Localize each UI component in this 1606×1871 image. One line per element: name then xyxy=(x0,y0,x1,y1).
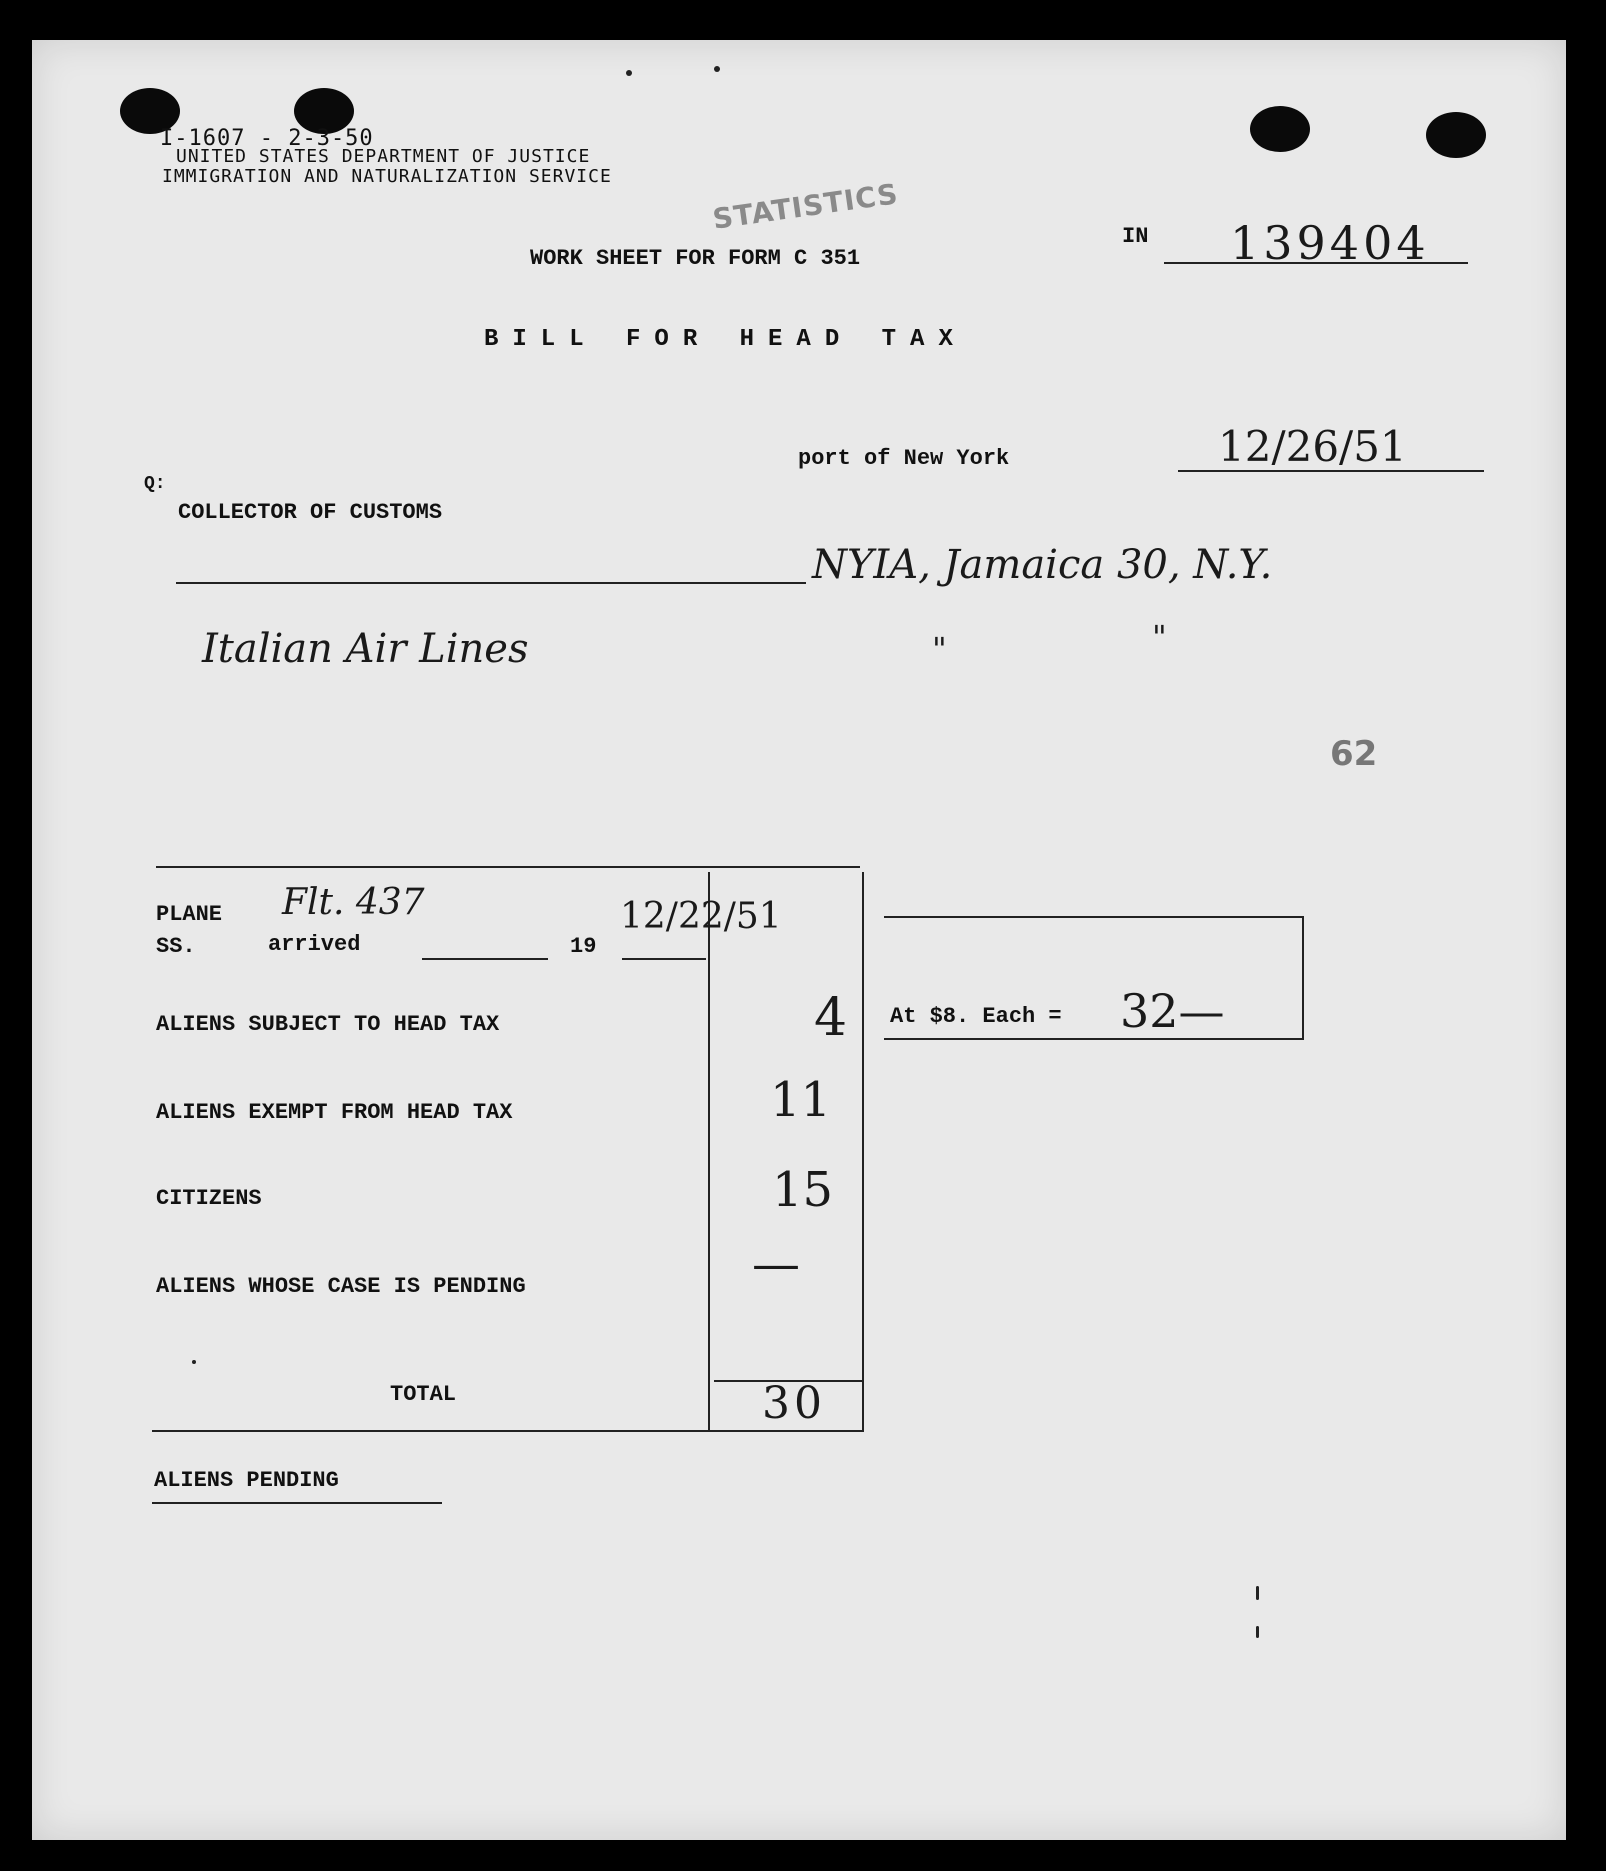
plane-label: PLANE xyxy=(156,902,223,927)
ditto-mark-2: " xyxy=(1152,618,1167,656)
row-value-pending: — xyxy=(752,1236,800,1292)
tax-amount: 32— xyxy=(1120,984,1225,1038)
table-divider xyxy=(708,872,710,1432)
table-top-rule xyxy=(156,866,860,868)
row-label-subject: ALIENS SUBJECT TO HEAD TAX xyxy=(156,1012,500,1037)
table-right-edge xyxy=(862,872,864,1432)
tax-box-right xyxy=(1302,916,1304,1040)
flight-number: Flt. 437 xyxy=(282,882,425,923)
speck xyxy=(714,66,720,72)
service-name: IMMIGRATION AND NATURALIZATION SERVICE xyxy=(162,166,612,187)
statistics-stamp: STATISTICS xyxy=(710,177,901,236)
speck xyxy=(1256,1586,1259,1600)
year-prefix: 19 xyxy=(570,934,597,959)
company-handwritten: Italian Air Lines xyxy=(202,626,529,672)
document-sheet xyxy=(32,40,1566,1840)
ditto-mark-1: " xyxy=(932,630,947,668)
port-label: port of New York xyxy=(798,446,1010,471)
punch-hole-top-right-1 xyxy=(1250,106,1310,152)
tax-box-top xyxy=(884,916,1304,918)
worksheet-title: WORK SHEET FOR FORM C 351 xyxy=(530,246,861,271)
table-bottom-rule xyxy=(152,1430,864,1432)
ss-label: SS. xyxy=(156,934,196,959)
collector-label: COLLECTOR OF CUSTOMS xyxy=(178,500,443,525)
bill-title: BILL FOR HEAD TAX xyxy=(484,326,967,353)
row-label-exempt: ALIENS EXEMPT FROM HEAD TAX xyxy=(156,1100,513,1125)
row-label-citizens: CITIZENS xyxy=(156,1186,262,1211)
department-name: UNITED STATES DEPARTMENT OF JUSTICE xyxy=(176,146,591,167)
total-value: 30 xyxy=(762,1378,826,1429)
arrival-date: 12/22/51 xyxy=(620,896,782,937)
aliens-pending-label: ALIENS PENDING xyxy=(154,1468,339,1493)
row-label-pending: ALIENS WHOSE CASE IS PENDING xyxy=(156,1274,526,1299)
total-label: TOTAL xyxy=(390,1382,457,1407)
in-number-underline xyxy=(1164,262,1468,264)
row-value-exempt: 11 xyxy=(770,1072,832,1128)
row-value-citizens: 15 xyxy=(772,1162,834,1218)
row-value-subject: 4 xyxy=(814,988,848,1048)
address-line xyxy=(176,582,806,584)
arrived-label: arrived xyxy=(268,932,361,957)
tax-rate-label: At $8. Each = xyxy=(890,1004,1062,1029)
in-label: IN xyxy=(1122,224,1149,249)
speck xyxy=(1256,1626,1259,1638)
bill-date: 12/26/51 xyxy=(1218,422,1407,471)
date-underline xyxy=(1178,470,1484,472)
location-handwritten: NYIA, Jamaica 30, N.Y. xyxy=(812,542,1273,588)
aliens-pending-underline xyxy=(152,1502,442,1504)
page-number: 62 xyxy=(1330,734,1378,774)
flight-underline xyxy=(422,958,548,960)
speck xyxy=(192,1360,196,1364)
year-underline xyxy=(622,958,706,960)
punch-hole-top-right-2 xyxy=(1426,112,1486,158)
speck xyxy=(626,70,632,76)
form-reference: I-1607 - 2-3-50 xyxy=(160,126,374,151)
to-label: Q: xyxy=(144,474,166,494)
in-number: 139404 xyxy=(1230,216,1430,270)
tax-box-bottom xyxy=(884,1038,1304,1040)
